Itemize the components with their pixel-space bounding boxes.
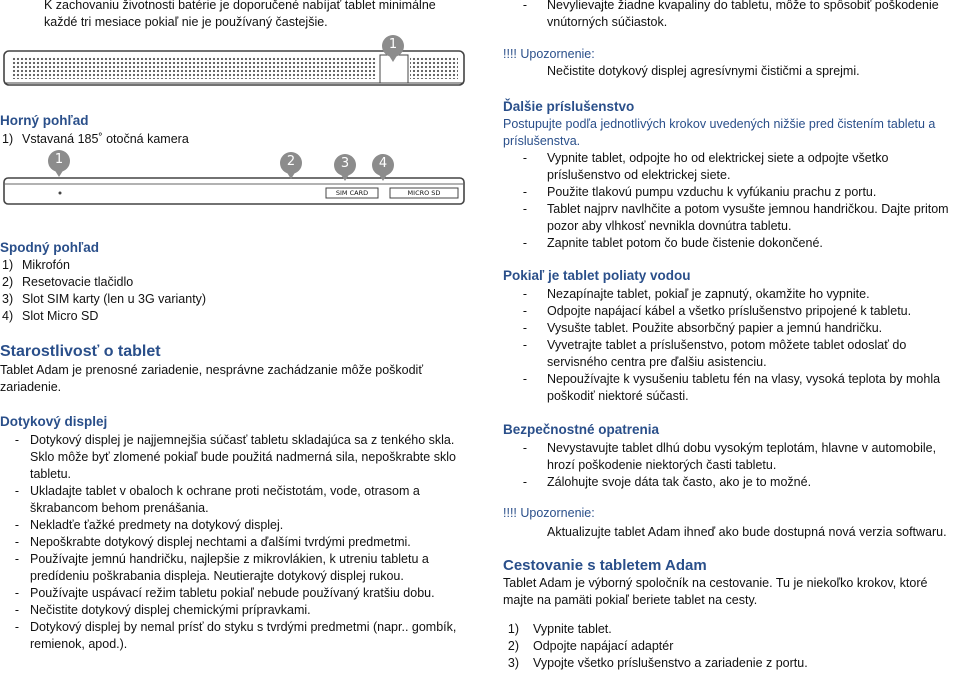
- list-item: - Nezapínajte tablet, pokiaľ je zapnutý, okamžite ho vypnite.: [522, 287, 870, 301]
- list-item: 1) Vypnite tablet.: [507, 622, 612, 636]
- micro-sd-label: MICRO SD: [407, 189, 441, 197]
- water-damage-title: Pokiaľ je tablet poliaty vodou: [503, 268, 691, 283]
- callout-marker-1: 1: [44, 148, 74, 178]
- travel-text: Tablet Adam je výborný spoločník na cestovanie. Tu je niekoľko krokov, ktoré majte na pamäti pokiaľ beriete tablet na cesty.: [503, 576, 928, 607]
- callout-marker-4: 4: [368, 152, 398, 182]
- water-damage-section: [503, 267, 958, 405]
- callout-marker-3: 3: [330, 152, 360, 182]
- tablet-top-view-illustration: [0, 33, 468, 93]
- list-item: 2) Resetovacie tlačidlo: [2, 275, 134, 289]
- list-item: - Nepoužívajte k vysušeniu tabletu fén na vlasy, vysoká teplota by mohla poškodiť niektoré súčasti.: [522, 372, 941, 403]
- warning-text: Nečistite dotykový displej agresívnymi čističmi a sprejmi.: [547, 64, 860, 78]
- warning-section: [503, 46, 958, 80]
- care-title: Starostlivosť o tablet: [0, 343, 161, 360]
- list-item: - Zálohujte svoje dáta tak často, ako je to možné.: [522, 475, 812, 489]
- intro-text: K zachovaniu životnosti batérie je doporučené nabíjať tablet minimálne každé tri mesiace pokiaľ nie je používaný častejšie.: [44, 0, 436, 29]
- callout-marker-1: 1: [378, 33, 408, 63]
- list-item: - Vysušte tablet. Použite absorbčný papier a jemnú handričku.: [522, 321, 883, 335]
- travel-title: Cestovanie s tabletem Adam: [503, 557, 707, 574]
- tablet-bottom-view-illustration: [0, 148, 468, 210]
- list-item: - Nečistite dotykový displej chemickými prípravkami.: [14, 603, 311, 617]
- list-item: - Tablet najprv navlhčite a potom vysušte jemnou handričkou. Dajte pritom pozor aby vlhkosť nevnikla dovnútra tabletu.: [522, 202, 949, 233]
- list-item: - Použite tlakovú pumpu vzduchu k vyfúkaniu prachu z portu.: [522, 185, 877, 199]
- accessories-intro: Postupujte podľa jednotlivých krokov uvedených nižšie pred čistením tabletu a príslušenstva.: [503, 117, 936, 148]
- list-item: - Dotykový displej je najjemnejšia súčasť tabletu skladajúca sa z tenkého skla. Sklo môže byť zlomené pokiaľ bude použitá nadmerná sila, nepoškrabte sklo tabletu.: [14, 433, 456, 481]
- care-text: Tablet Adam je prenosné zariadenie, nesprávne zachádzanie môže poškodiť zariadenie.: [0, 363, 424, 394]
- sim-card-label: SIM CARD: [335, 189, 369, 197]
- list-item: - Nekladťe ťažké predmety na dotykový displej.: [14, 518, 284, 532]
- list-item: - Odpojte napájací kábel a všetko príslušenstvo pripojené k tabletu.: [522, 304, 912, 318]
- list-item: 4) Slot Micro SD: [2, 309, 99, 323]
- top-view-title: Horný pohľad: [0, 113, 89, 128]
- safety-section: [503, 421, 958, 491]
- callout-marker-2: 2: [276, 150, 306, 180]
- list-item: 3) Vypojte všetko príslušenstvo a zariadenie z portu.: [507, 656, 808, 670]
- bottom-view-section: [0, 239, 468, 325]
- right-top-list: [503, 0, 958, 31]
- bottom-view-title: Spodný pohľad: [0, 240, 99, 255]
- list-item: - Používajte uspávací režim tabletu pokiaľ nebude používaný kratšiu dobu.: [14, 586, 435, 600]
- list-item: - Nevylievajte žiadne kvapaliny do tabletu, môže to spôsobiť poškodenie vnútorných súčiastok.: [522, 0, 939, 29]
- touch-display-title: Dotykový displej: [0, 414, 108, 429]
- list-item: - Používajte jemnú handričku, najlepšie z mikrovlákien, k utreniu tabletu a predídeniu poškrabania displeja. Neutierajte dotykový displej rukou.: [14, 552, 429, 583]
- list-item: 3) Slot SIM karty (len u 3G varianty): [2, 292, 207, 306]
- touch-display-section: [0, 413, 468, 653]
- list-item: - Vypnite tablet, odpojte ho od elektrickej siete a odpojte všetko príslušenstvo od elektrickej siete.: [522, 151, 889, 182]
- list-item: - Dotykový displej by nemal prísť do styku s tvrdými predmetmi (napr.. gombík, remienok, apod.).: [14, 620, 457, 651]
- list-item: - Nepoškrabte dotykový displej nechtami a ďalšími tvrdými predmetmi.: [14, 535, 411, 549]
- travel-section: [503, 557, 958, 672]
- list-item: 1) Mikrofón: [2, 258, 70, 272]
- list-item: - Nevystavujte tablet dlhú dobu vysokým teplotám, hlavne v automobile, hrozí poškodenie niektorých časti tabletu.: [522, 441, 937, 472]
- safety-title: Bezpečnostné opatrenia: [503, 422, 660, 437]
- accessories-section: [503, 98, 958, 252]
- top-view-section: [0, 112, 468, 148]
- list-item: 2) Odpojte napájací adaptér: [507, 639, 674, 653]
- list-item: - Ukladajte tablet v obaloch k ochrane proti nečistotám, vode, otrasom a škrabancom behom prenášania.: [14, 484, 420, 515]
- list-item: - Vyvetrajte tablet a príslušenstvo, potom môžete tablet odoslať do servisného centra pre ďalšiu asistenciu.: [522, 338, 907, 369]
- list-item: 1) Vstavaná 185˚ otočná kamera: [2, 132, 189, 146]
- care-section: [0, 343, 468, 396]
- accessories-title: Ďalšie príslušenstvo: [503, 99, 635, 114]
- warning-text: Aktualizujte tablet Adam ihneď ako bude dostupná nová verzia softwaru.: [547, 525, 947, 539]
- warning-title: !!!! Upozornenie:: [503, 47, 595, 61]
- warning-section: [503, 505, 958, 541]
- warning-title: !!!! Upozornenie:: [503, 506, 595, 520]
- list-item: - Zapnite tablet potom čo bude čistenie dokončené.: [522, 236, 823, 250]
